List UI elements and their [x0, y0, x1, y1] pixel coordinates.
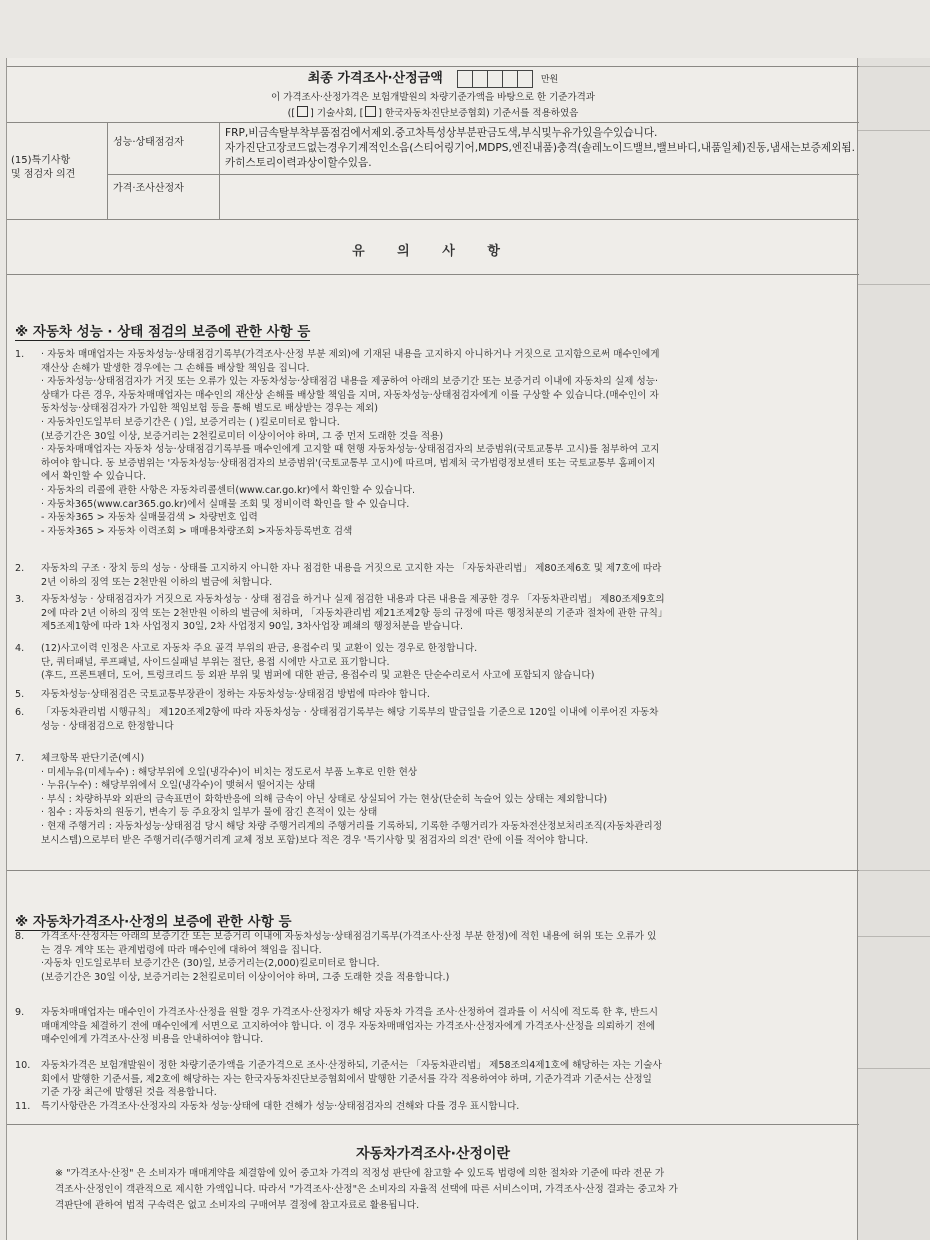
item-line: 기준 가장 최근에 발행된 것을 적용합니다. — [41, 1087, 217, 1099]
item-line: · 자동차 매매업자는 자동차성능·상태점검기록부(가격조사·산정 부분 제외)에 기재된 내용을 고지하지 아니하거나 거짓으로 고지함으로써 매수인에게 — [41, 349, 660, 360]
item-line: 매매계약을 체결하기 전에 매수인에게 서면으로 고지하여야 합니다. 이 경우 자동차매매업자는 가격조사·산정자에게 가격조사·산정을 의뢰하기 전에 — [41, 1020, 656, 1032]
item-number: 1. — [15, 349, 25, 360]
final-line: 격조사·산정인이 객관적으로 제시한 가액입니다. 따라서 "가격조사·산정"은 소비자의 자율적 선택에 따른 서비스이며, 가격조사·산정 결과는 중고차 가 — [55, 1184, 678, 1195]
item-line: 자동차매매업자는 매수인이 가격조사·산정을 원할 경우 가격조사·산정자가 해당 자동차 가격을 조사·산정하여 결과를 이 서식에 적도록 한 후, 반드시 — [41, 1007, 659, 1018]
final-line: ※ "가격조사·산정" 은 소비자가 매매계약을 체결함에 있어 중고차 가격의 적정성 판단에 참고할 수 있도록 법령에 의한 절차와 기준에 따라 전문 가 — [55, 1168, 665, 1179]
section1-title: ※ 자동차 성능 · 상태 점검의 보증에 관한 사항 등 — [15, 324, 311, 340]
final-price-header — [7, 67, 859, 88]
final-section-text — [55, 1166, 845, 1214]
item-line: 보시스템)으로부터 받은 주행거리(주행거리계 교체 정보 포함)보다 적은 경우 '특기사항 및 점검자의 의견' 란에 이를 적어야 합니다. — [41, 834, 589, 846]
item-line: · 현재 주행거리 : 자동차성능·상태점검 당시 해당 차량 주행거리계의 주행거리를 기록하되, 기록한 주행거리가 자동차전산정보처리조직(자동차관리정 — [41, 820, 663, 832]
item-number: 9. — [15, 1007, 25, 1018]
notice-item — [15, 642, 853, 683]
item-line: 에서 확인할 수 있습니다. — [41, 471, 146, 483]
item-line: · 미세누유(미세누수) : 해당부위에 오일(냉각수)이 비치는 정도로서 부품 노후로 인한 현상 — [41, 766, 418, 778]
item-line: 회에서 발행한 기준서를, 제2호에 해당하는 자는 한국자동차진단보증협회에서 발행한 기준서를 각각 적용하여야 하며, 기준가격과 기준서는 산정일 — [41, 1073, 652, 1085]
item-line: · 자동차의 리콜에 관한 사항은 자동차리콜센터(www.car.go.kr)에서 확인할 수 있습니다. — [41, 484, 416, 496]
notice-item — [15, 562, 853, 589]
item-line: 가격조사·산정자는 아래의 보증기간 또는 보증거리 이내에 자동차성능·상태점검기록부(가격조사·산정 부분 한정)에 적힌 내용에 허위 또는 오류가 있 — [41, 931, 657, 942]
performance-inspector-opinion: FRP,비금속탈부착부품점검에서제외.중고차특성상부분판금도색,부식및누유가있을수있습니다. 자가진단고장코드없는경우기계적인소음(스티어링기어,MDPS,엔진내품)충격(솔레노이드밸브,밸브바디,내품일체)진동,냄새는보증제외됨.카히스토리이력과상이할수있음. — [225, 127, 855, 169]
item-line: 제5조제1항에 따라 1차 사업정지 30일, 2차 사업정지 90일, 3차사업장 폐쇄의 행정처분을 받습니다. — [41, 621, 463, 633]
checkbox-engineers-association[interactable] — [297, 106, 308, 117]
item-line: 체크항목 판단기준(예시) — [41, 753, 145, 764]
item-line: · 자동차성능·상태점검자가 거짓 또는 오류가 있는 자동차성능·상태점검 내용을 제공하여 아래의 보증기간 또는 보증거리 이내에 자동차의 실제 성능· — [41, 376, 659, 388]
item-line: 매수인에게 가격조사·산정 비용을 안내하여야 합니다. — [41, 1034, 264, 1046]
item-number: 5. — [15, 689, 25, 700]
item-line: (보증기간은 30일 이상, 보증거리는 2천킬로미터 이상이어야 하며, 그 중 먼저 도래한 것을 적용) — [41, 430, 444, 442]
item-number: 2. — [15, 563, 25, 574]
inspection-record-sheet — [6, 58, 858, 1240]
price-basis-line: 이 가격조사·산정가격은 보험개발원의 차량기준가액을 바탕으로 한 기준가격과 — [271, 92, 595, 103]
notice-item — [15, 1100, 853, 1114]
item-line: 2에 따라 2년 이하의 징역 또는 2천만원 이하의 벌금에 처하며, 「자동차관리법 제21조제2항 등의 규정에 따른 행정처분의 기준과 절차에 관한 규칙」 — [41, 607, 668, 619]
item-line: 성능 · 상태점검으로 한정합니다 — [41, 720, 174, 732]
item-line: 자동차성능 · 상태점검자가 거짓으로 자동차성능 · 상태 점검을 하거나 실제 점검한 내용과 다른 내용을 제공한 경우 「자동차관리법」 제80조제9호의 — [41, 594, 665, 605]
item-line: · 침수 : 자동차의 원동기, 변속기 등 주요장치 일부가 물에 잠긴 흔적이 있는 상태 — [41, 807, 378, 819]
item-line: (12)사고이력 인정은 사고로 자동차 주요 골격 부위의 판금, 용접수리 및 교환이 있는 경우로 한정합니다. — [41, 643, 478, 654]
item-number: 10. — [15, 1060, 31, 1071]
price-digit-boxes — [457, 70, 532, 88]
item-line: - 자동차365 > 자동차 실매물검색 > 차량번호 입력 — [41, 512, 258, 524]
item-number: 4. — [15, 643, 25, 654]
item-number: 6. — [15, 707, 25, 718]
notice-item — [15, 706, 853, 733]
checkbox-diagnosis-association[interactable] — [365, 106, 376, 117]
item-line: 동차성능·상태점검자가 가입한 책임보험 등을 통해 별도로 배상받는 경우는 제외) — [41, 403, 379, 415]
price-unit: 만원 — [540, 75, 559, 85]
item-line: · 누유(누수) : 해당부위에서 오일(냉각수)이 맺혀서 떨어지는 상태 — [41, 780, 316, 792]
notice-item — [15, 1059, 853, 1100]
item-line: 「자동차관리법 시행규칙」 제120조제2항에 따라 자동차성능 · 상태점검기록부는 해당 기록부의 발급일을 기준으로 120일 이내에 이루어진 자동차 — [41, 707, 659, 718]
item-line: 자동차성능·상태점검은 국토교통부장관이 정하는 자동차성능·상태점검 방법에 따라야 합니다. — [41, 689, 430, 700]
notice-item — [15, 688, 853, 702]
item-line: (보증기간은 30일 이상, 보증거리는 2천킬로미터 이상이어야 하며, 그중 도래한 것을 적용합니다.) — [41, 971, 450, 983]
item-line: 하여야 합니다. 동 보증범위는 '자동차성능·상태점검자의 보증범위'(국토교통부 고시)에 따르며, 법제처 국가법령정보센터 또는 국토교통부 홈페이지 — [41, 457, 656, 469]
item-line: · 자동차인도일부터 보증기간은 ( )일, 보증거리는 ( )킬로미터로 합니다. — [41, 416, 340, 428]
final-section-title: 자동차가격조사·산정이란 — [355, 1146, 511, 1162]
notice-item — [15, 1006, 853, 1047]
item-line: 특기사항란은 가격조사·산정자의 자동차 성능·상태에 대한 견해가 성능·상태점검자의 견해와 다를 경우 표시합니다. — [41, 1101, 520, 1112]
notice-item — [15, 752, 853, 847]
item-number: 3. — [15, 594, 25, 605]
item-line: 단, 쿼터패널, 루프패널, 사이드실패널 부위는 절단, 용접 시에만 사고로 표기합니다. — [41, 656, 390, 668]
item-line: (후드, 프론트펜더, 도어, 트렁크리드 등 외판 부위 및 범퍼에 대한 판금, 용접수리 및 교환은 단순수리로서 사고에 포함되지 않습니다) — [41, 670, 595, 682]
notice-title: 유 의 사 항 — [352, 244, 514, 259]
item-line: · 자동차365(www.car365.go.kr)에서 실매물 조회 및 정비이력 확인을 할 수 있습니다. — [41, 498, 410, 510]
item-line: 2년 이하의 징역 또는 2천만원 이하의 벌금에 처합니다. — [41, 576, 273, 588]
item-line: 는 경우 계약 또는 관계법령에 따라 매수인에 대하여 책임을 집니다. — [41, 944, 322, 956]
item-line: ·자동차 인도일로부터 보증기간은 (30)일, 보증거리는(2,000)킬로미터로 합니다. — [41, 958, 380, 970]
item-line: · 부식 : 차량하부와 외판의 금속표면이 화학반응에 의해 금속이 아닌 상태로 상실되어 가는 현상(단순히 녹슬어 있는 상태는 제외합니다) — [41, 793, 608, 805]
item-number: 11. — [15, 1101, 31, 1112]
notice-item — [15, 593, 853, 634]
item-line: - 자동차365 > 자동차 이력조회 > 매매용차량조회 >자동차등록번호 검색 — [41, 525, 353, 537]
item-number: 7. — [15, 753, 25, 764]
item-line: 재산상 손해가 발생한 경우에는 그 손해를 배상할 책임을 집니다. — [41, 362, 310, 374]
section2-title: ※ 자동차가격조사·산정의 보증에 관한 사항 등 — [15, 914, 292, 930]
adjacent-page-edge — [858, 58, 930, 1240]
price-standard-line: ([ ] 기술사회, [ ] 한국자동차진단보증협회) 기준서를 적용하였음 — [287, 108, 579, 119]
item-line: 자동차가격은 보험개발원이 정한 차량기준가액을 기준가격으로 조사·산정하되, 기준서는 「자동차관리법」 제58조의4제1호에 해당하는 자는 기술사 — [41, 1060, 662, 1071]
performance-inspector-label: 성능·상태점검자 — [113, 137, 184, 148]
item-line: 상태가 다른 경우, 자동차매매업자는 매수인의 재산상 손해를 배상할 책임을 지며, 자동차성능·상태점검자에게 이를 구상할 수 있습니다.(매수인이 자 — [41, 389, 659, 401]
final-price-title: 최종 가격조사·산정금액 — [307, 71, 443, 86]
notice-item — [15, 348, 853, 538]
final-line: 격판단에 관하여 법적 구속력은 없고 소비자의 구매여부 결정에 참고자료로 활용됩니다. — [55, 1200, 420, 1211]
price-assessor-label: 가격·조사산정자 — [113, 183, 184, 194]
item-line: · 자동차매매업자는 자동차 성능·상태점검기록부를 매수인에게 고지할 때 현행 자동차성능·상태점검자의 보증범위(국토교통부 고시)를 첨부하여 고지 — [41, 444, 660, 456]
special-notes-label: (15)특기사항 및 점검자 의견 — [11, 155, 76, 180]
item-number: 8. — [15, 931, 25, 942]
notice-item — [15, 930, 853, 984]
item-line: 자동차의 구조 · 장치 등의 성능 · 상태를 고지하지 아니한 자나 점검한 내용을 거짓으로 고지한 자는 「자동차관리법」 제80조제6호 및 제7호에 따라 — [41, 563, 662, 574]
